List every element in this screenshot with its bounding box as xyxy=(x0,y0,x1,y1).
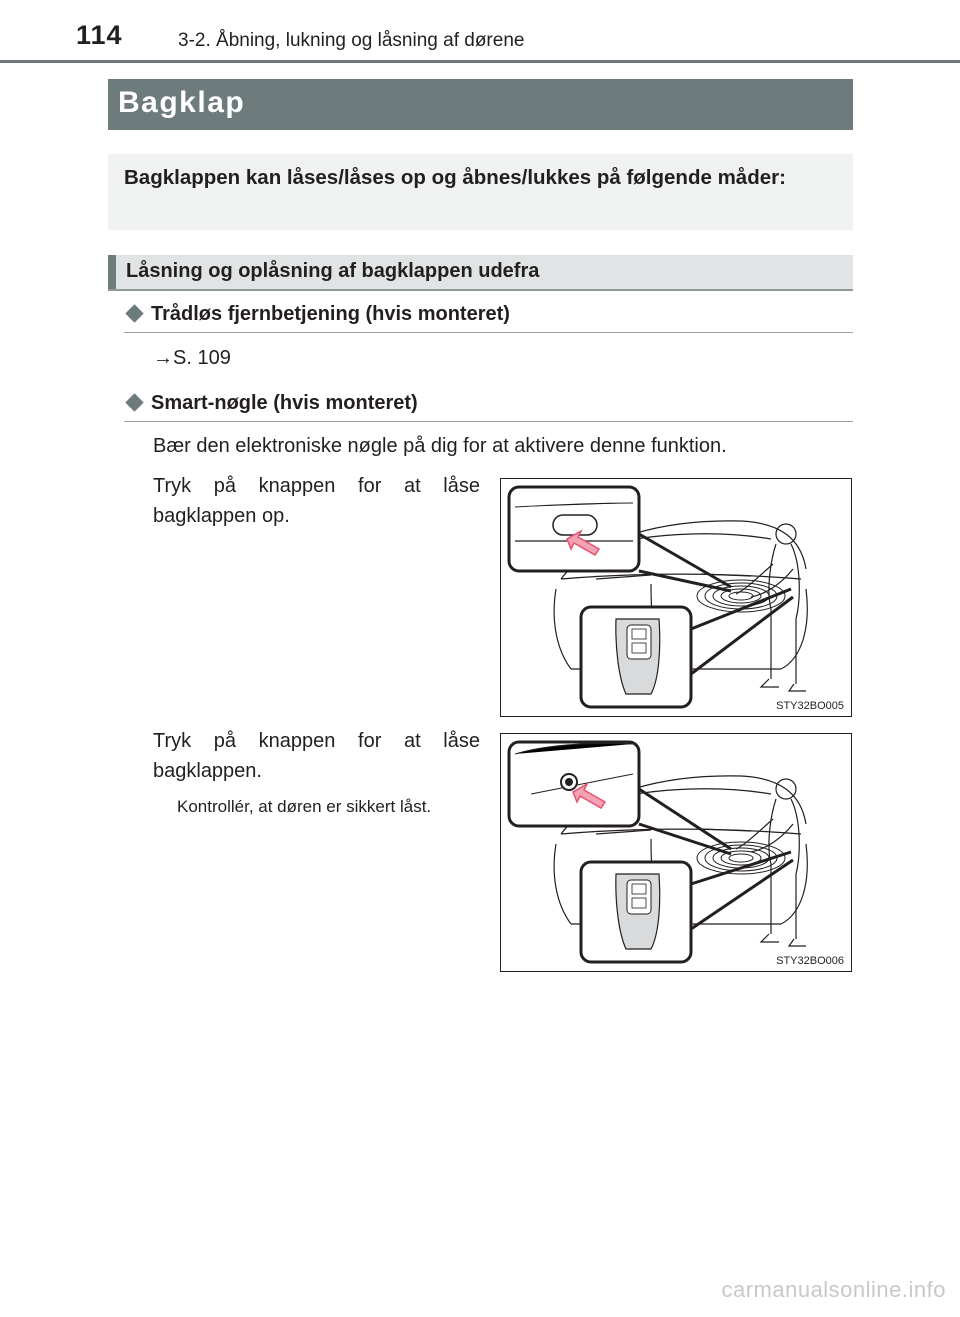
step-unlock-text: Tryk på knappen for at låse bagklappen op. xyxy=(153,475,480,527)
intro-text: Bagklappen kan låses/låses op og åbnes/lukkes på følgende måder: xyxy=(124,166,786,189)
item-rule xyxy=(124,332,853,333)
arrow-right-icon: → xyxy=(153,347,173,369)
item-heading-remote xyxy=(124,303,510,326)
page-reference-text: S. 109 xyxy=(173,347,231,369)
step-lock-note: Kontrollér, at døren er sikkert låst. xyxy=(177,797,432,816)
item-heading-text: Smart-nøgle (hvis monteret) xyxy=(151,392,418,414)
subsection-banner xyxy=(108,255,853,289)
smart-key-description: Bær den elektroniske nøgle på dig for at aktivere denne funktion. xyxy=(153,435,727,457)
item-heading-smart-key xyxy=(124,392,418,415)
header-rule xyxy=(0,60,960,63)
figure-code: STY32BO005 xyxy=(776,700,844,712)
item-rule xyxy=(124,421,853,422)
figure-unlock xyxy=(500,478,852,717)
chapter-title: 3-2. Åbning, lukning og låsning af dørene xyxy=(178,30,525,51)
subsection-accent-bar xyxy=(108,255,116,289)
diamond-bullet-icon xyxy=(125,394,143,412)
figure-code: STY32BO006 xyxy=(776,955,844,967)
page-reference[interactable] xyxy=(153,343,231,373)
footer-watermark: carmanualsonline.info xyxy=(721,1277,946,1302)
diamond-bullet-icon xyxy=(125,305,143,323)
subsection-title: Låsning og oplåsning af bagklappen udefra xyxy=(126,260,540,282)
page-number: 114 xyxy=(76,20,123,50)
step-lock-text: Tryk på knappen for at låse bagklappen. xyxy=(153,730,480,782)
car-rear-illustration xyxy=(501,479,851,716)
subsection-rule xyxy=(108,289,853,291)
section-banner xyxy=(108,79,853,130)
item-heading-text: Trådløs fjernbetjening (hvis monteret) xyxy=(151,303,510,325)
intro-box xyxy=(108,154,853,230)
figure-lock xyxy=(500,733,852,972)
section-title: Bagklap xyxy=(118,86,246,119)
car-rear-illustration xyxy=(501,734,851,971)
